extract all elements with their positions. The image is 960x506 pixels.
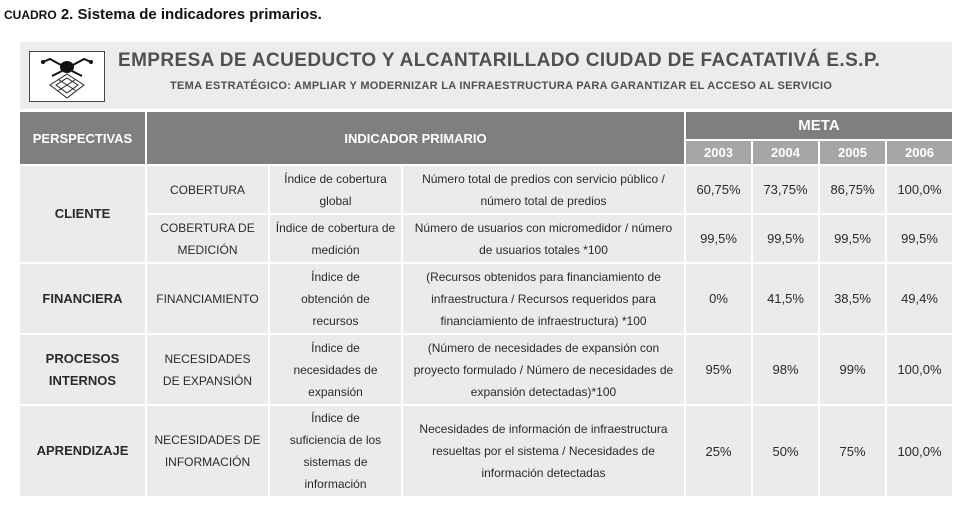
indicator-header: INDICADOR PRIMARIO bbox=[147, 112, 684, 164]
meta-value: 73,75% bbox=[753, 166, 818, 213]
indicator-index: Índice de suficiencia de los sistemas de información bbox=[270, 406, 401, 496]
indicator-index: Índice de necesidades de expansión bbox=[270, 335, 401, 404]
meta-value: 86,75% bbox=[820, 166, 885, 213]
meta-value: 49,4% bbox=[887, 264, 952, 333]
company-header bbox=[20, 42, 952, 109]
caption-text: 2. Sistema de indicadores primarios. bbox=[56, 6, 322, 23]
indicator-formula: (Número de necesidades de expansión con proyecto formulado / Número de necesidades de expansión detectadas)*100 bbox=[403, 335, 684, 404]
indicator-area: FINANCIAMIENTO bbox=[147, 264, 268, 333]
indicator-index: Índice de cobertura de medición bbox=[270, 215, 401, 262]
meta-value: 100,0% bbox=[887, 335, 952, 404]
perspective-cliente: CLIENTE bbox=[20, 166, 145, 262]
meta-value: 99,5% bbox=[820, 215, 885, 262]
table-caption bbox=[4, 6, 322, 23]
meta-value: 99,5% bbox=[686, 215, 751, 262]
meta-value: 98% bbox=[753, 335, 818, 404]
caption-lead: CUADRO bbox=[4, 8, 57, 22]
meta-value: 75% bbox=[820, 406, 885, 496]
meta-value: 99% bbox=[820, 335, 885, 404]
indicator-index: Índice de obtención de recursos bbox=[270, 264, 401, 333]
perspective-aprendizaje: APRENDIZAJE bbox=[20, 406, 145, 496]
indicator-area: NECESIDADES DE EXPANSIÓN bbox=[147, 335, 268, 404]
indicator-area: NECESIDADES DE INFORMACIÓN bbox=[147, 406, 268, 496]
meta-value: 25% bbox=[686, 406, 751, 496]
meta-value: 95% bbox=[686, 335, 751, 404]
indicator-area: COBERTURA bbox=[147, 166, 268, 213]
perspective-procesos-internos: PROCESOS INTERNOS bbox=[20, 335, 145, 404]
strategic-theme: TEMA ESTRATÉGICO: AMPLIAR Y MODERNIZAR LA INFRAESTRUCTURA PARA GARANTIZAR EL ACCESO AL SERVICIO bbox=[170, 80, 833, 92]
meta-value: 99,5% bbox=[887, 215, 952, 262]
indicator-formula: Número total de predios con servicio público / número total de predios bbox=[403, 166, 684, 213]
meta-value: 38,5% bbox=[820, 264, 885, 333]
year-header: 2004 bbox=[753, 141, 818, 164]
indicator-area: COBERTURA DE MEDICIÓN bbox=[147, 215, 268, 262]
meta-header: META bbox=[686, 112, 952, 139]
year-header: 2006 bbox=[887, 141, 952, 164]
indicator-formula: Número de usuarios con micromedidor / número de usuarios totales *100 bbox=[403, 215, 684, 262]
meta-value: 60,75% bbox=[686, 166, 751, 213]
company-name: EMPRESA DE ACUEDUCTO Y ALCANTARILLADO CIUDAD DE FACATATIVÁ E.S.P. bbox=[118, 50, 881, 71]
indicator-formula: Necesidades de información de infraestructura resueltas por el sistema / Necesidades de información detectadas bbox=[403, 406, 684, 496]
indicator-formula: (Recursos obtenidos para financiamiento de infraestructura / Recursos requeridos para financiamiento de infraestructura) *100 bbox=[403, 264, 684, 333]
year-header: 2003 bbox=[686, 141, 751, 164]
perspective-financiera: FINANCIERA bbox=[20, 264, 145, 333]
meta-value: 100,0% bbox=[887, 166, 952, 213]
meta-value: 100,0% bbox=[887, 406, 952, 496]
meta-value: 50% bbox=[753, 406, 818, 496]
year-header: 2005 bbox=[820, 141, 885, 164]
meta-value: 41,5% bbox=[753, 264, 818, 333]
perspectives-header: PERSPECTIVAS bbox=[20, 112, 145, 164]
meta-value: 99,5% bbox=[753, 215, 818, 262]
indicator-index: Índice de cobertura global bbox=[270, 166, 401, 213]
logo-icon bbox=[30, 52, 104, 101]
company-logo bbox=[29, 51, 105, 102]
meta-value: 0% bbox=[686, 264, 751, 333]
